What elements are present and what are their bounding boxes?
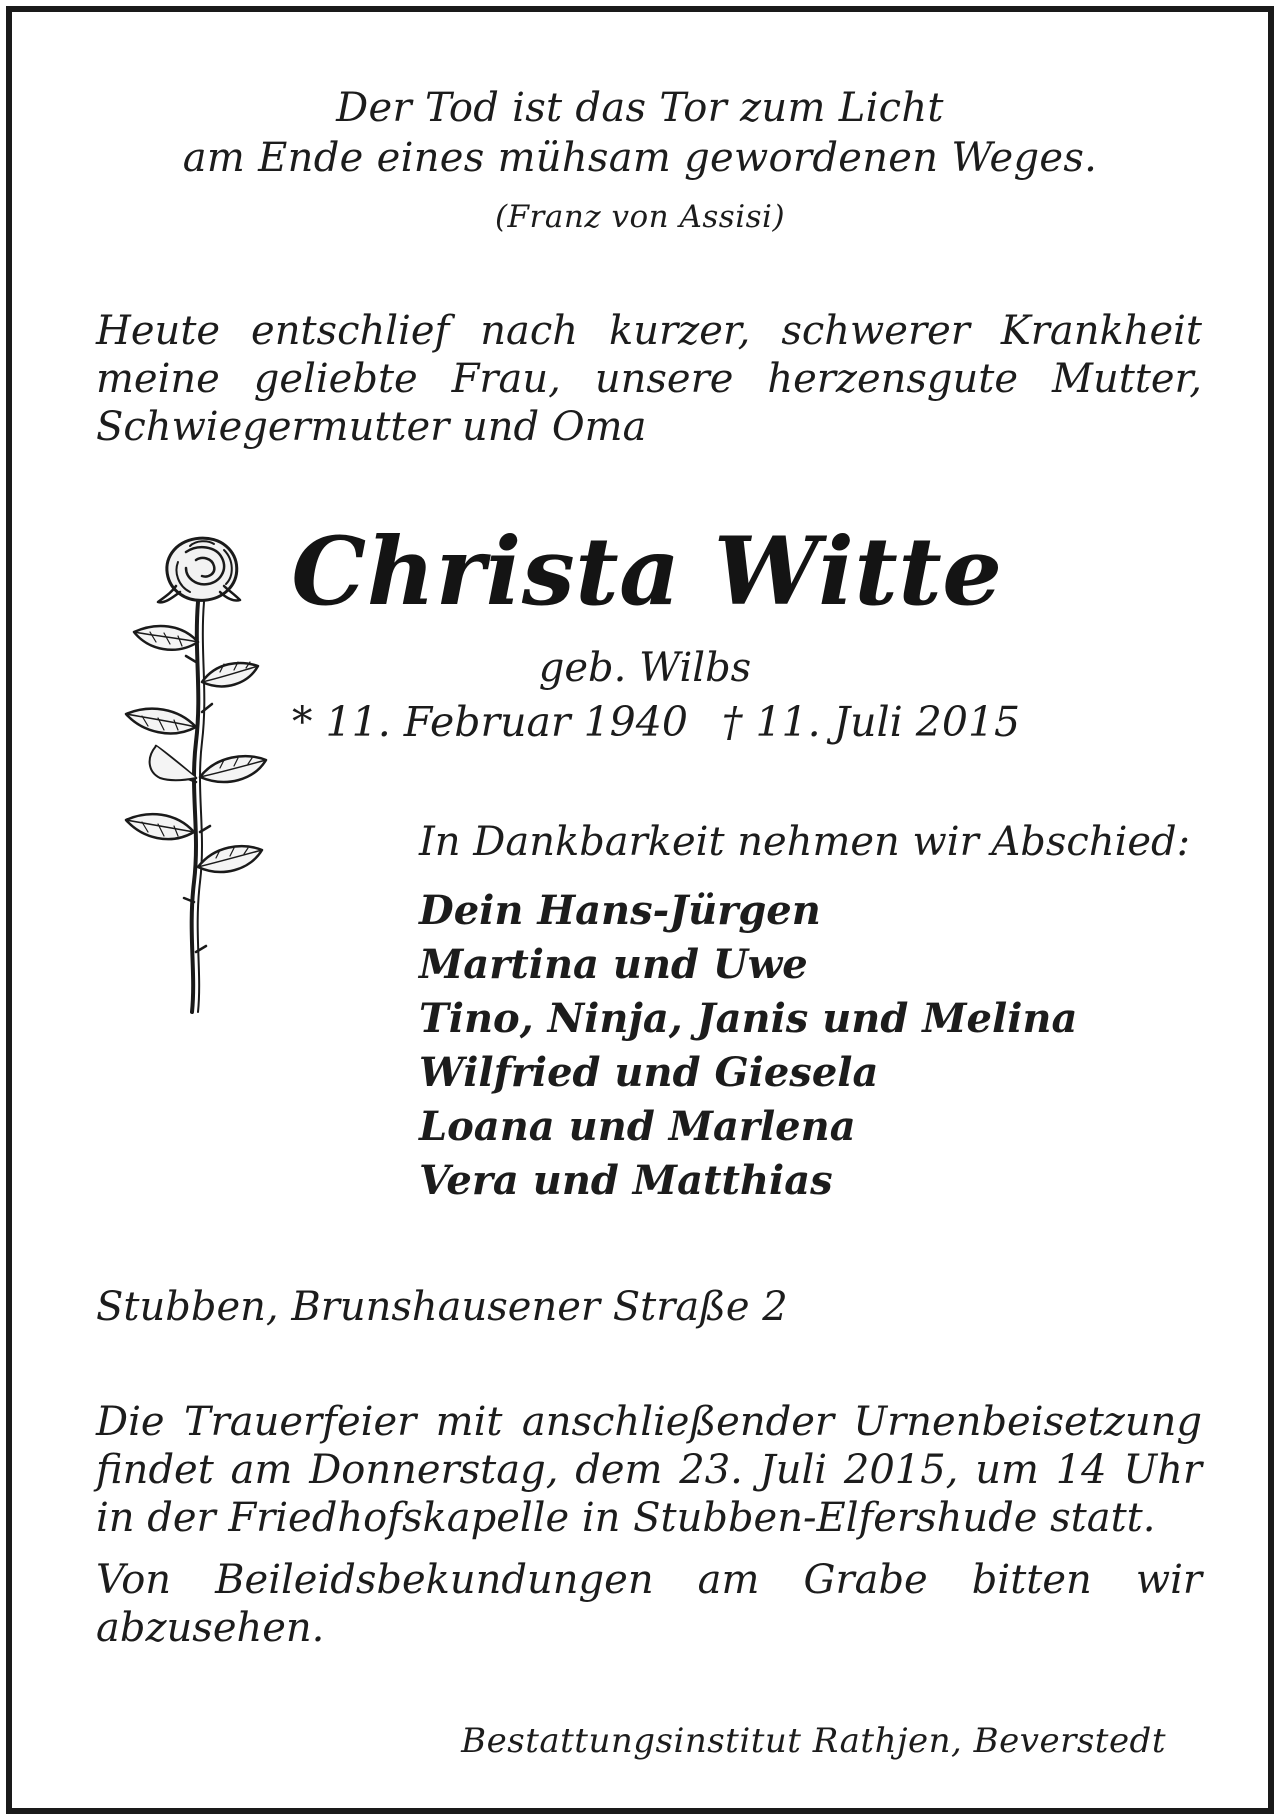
mourner-item: Dein Hans-Jürgen <box>419 887 821 934</box>
ceremony-line-3: in der Friedhofskapelle in Stubben-Elfershude statt. <box>96 1495 1156 1541</box>
quote-line-1: Der Tod ist das Tor zum Licht <box>336 85 944 131</box>
mourner-item: Loana und Marlena <box>419 1103 856 1150</box>
quote-line-2: am Ende eines mühsam gewordenen Weges. <box>182 135 1098 181</box>
ceremony-line-1: Die Trauerfeier mit anschließender Urnenbeisetzung <box>96 1399 1202 1445</box>
condolence-paragraph <box>96 1556 1202 1652</box>
quote-author: (Franz von Assisi) <box>494 199 786 235</box>
mourner-item: Tino, Ninja, Janis und Melina <box>419 995 1078 1042</box>
birth-date: * 11. Februar 1940 <box>292 698 688 746</box>
intro-paragraph <box>96 307 1202 451</box>
life-dates <box>292 698 1020 746</box>
obituary-notice <box>12 12 1268 1808</box>
address-line: Stubben, Brunshausener Straße 2 <box>96 1284 788 1330</box>
death-date: † 11. Juli 2015 <box>721 698 1021 746</box>
mourner-item: Wilfried und Giesela <box>419 1049 879 1096</box>
rose-blossom <box>158 538 240 602</box>
mourners-list <box>419 884 1077 1208</box>
condolence-line-1: Von Beileidsbekundungen am Grabe bitten wir <box>96 1557 1202 1603</box>
obituary-frame <box>6 6 1274 1814</box>
intro-line-2: meine geliebte Frau, unsere herzensgute Mutter, <box>96 356 1202 402</box>
mourner-item: Martina und Uwe <box>419 941 808 988</box>
intro-line-3: Schwiegermutter und Oma <box>96 404 647 450</box>
deceased-name: Christa Witte <box>291 517 1003 627</box>
rose-icon <box>116 532 276 1022</box>
birth-name: geb. Wilbs <box>538 645 752 691</box>
intro-line-1: Heute entschlief nach kurzer, schwerer Krankheit <box>96 308 1202 354</box>
farewell-line: In Dankbarkeit nehmen wir Abschied: <box>419 819 1191 865</box>
condolence-line-2: abzusehen. <box>96 1605 325 1651</box>
ceremony-paragraph <box>96 1398 1202 1542</box>
ceremony-line-2: findet am Donnerstag, dem 23. Juli 2015, um 14 Uhr <box>96 1447 1202 1493</box>
mourner-item: Vera und Matthias <box>419 1157 833 1204</box>
undertaker-line: Bestattungsinstitut Rathjen, Beverstedt <box>461 1721 1166 1761</box>
